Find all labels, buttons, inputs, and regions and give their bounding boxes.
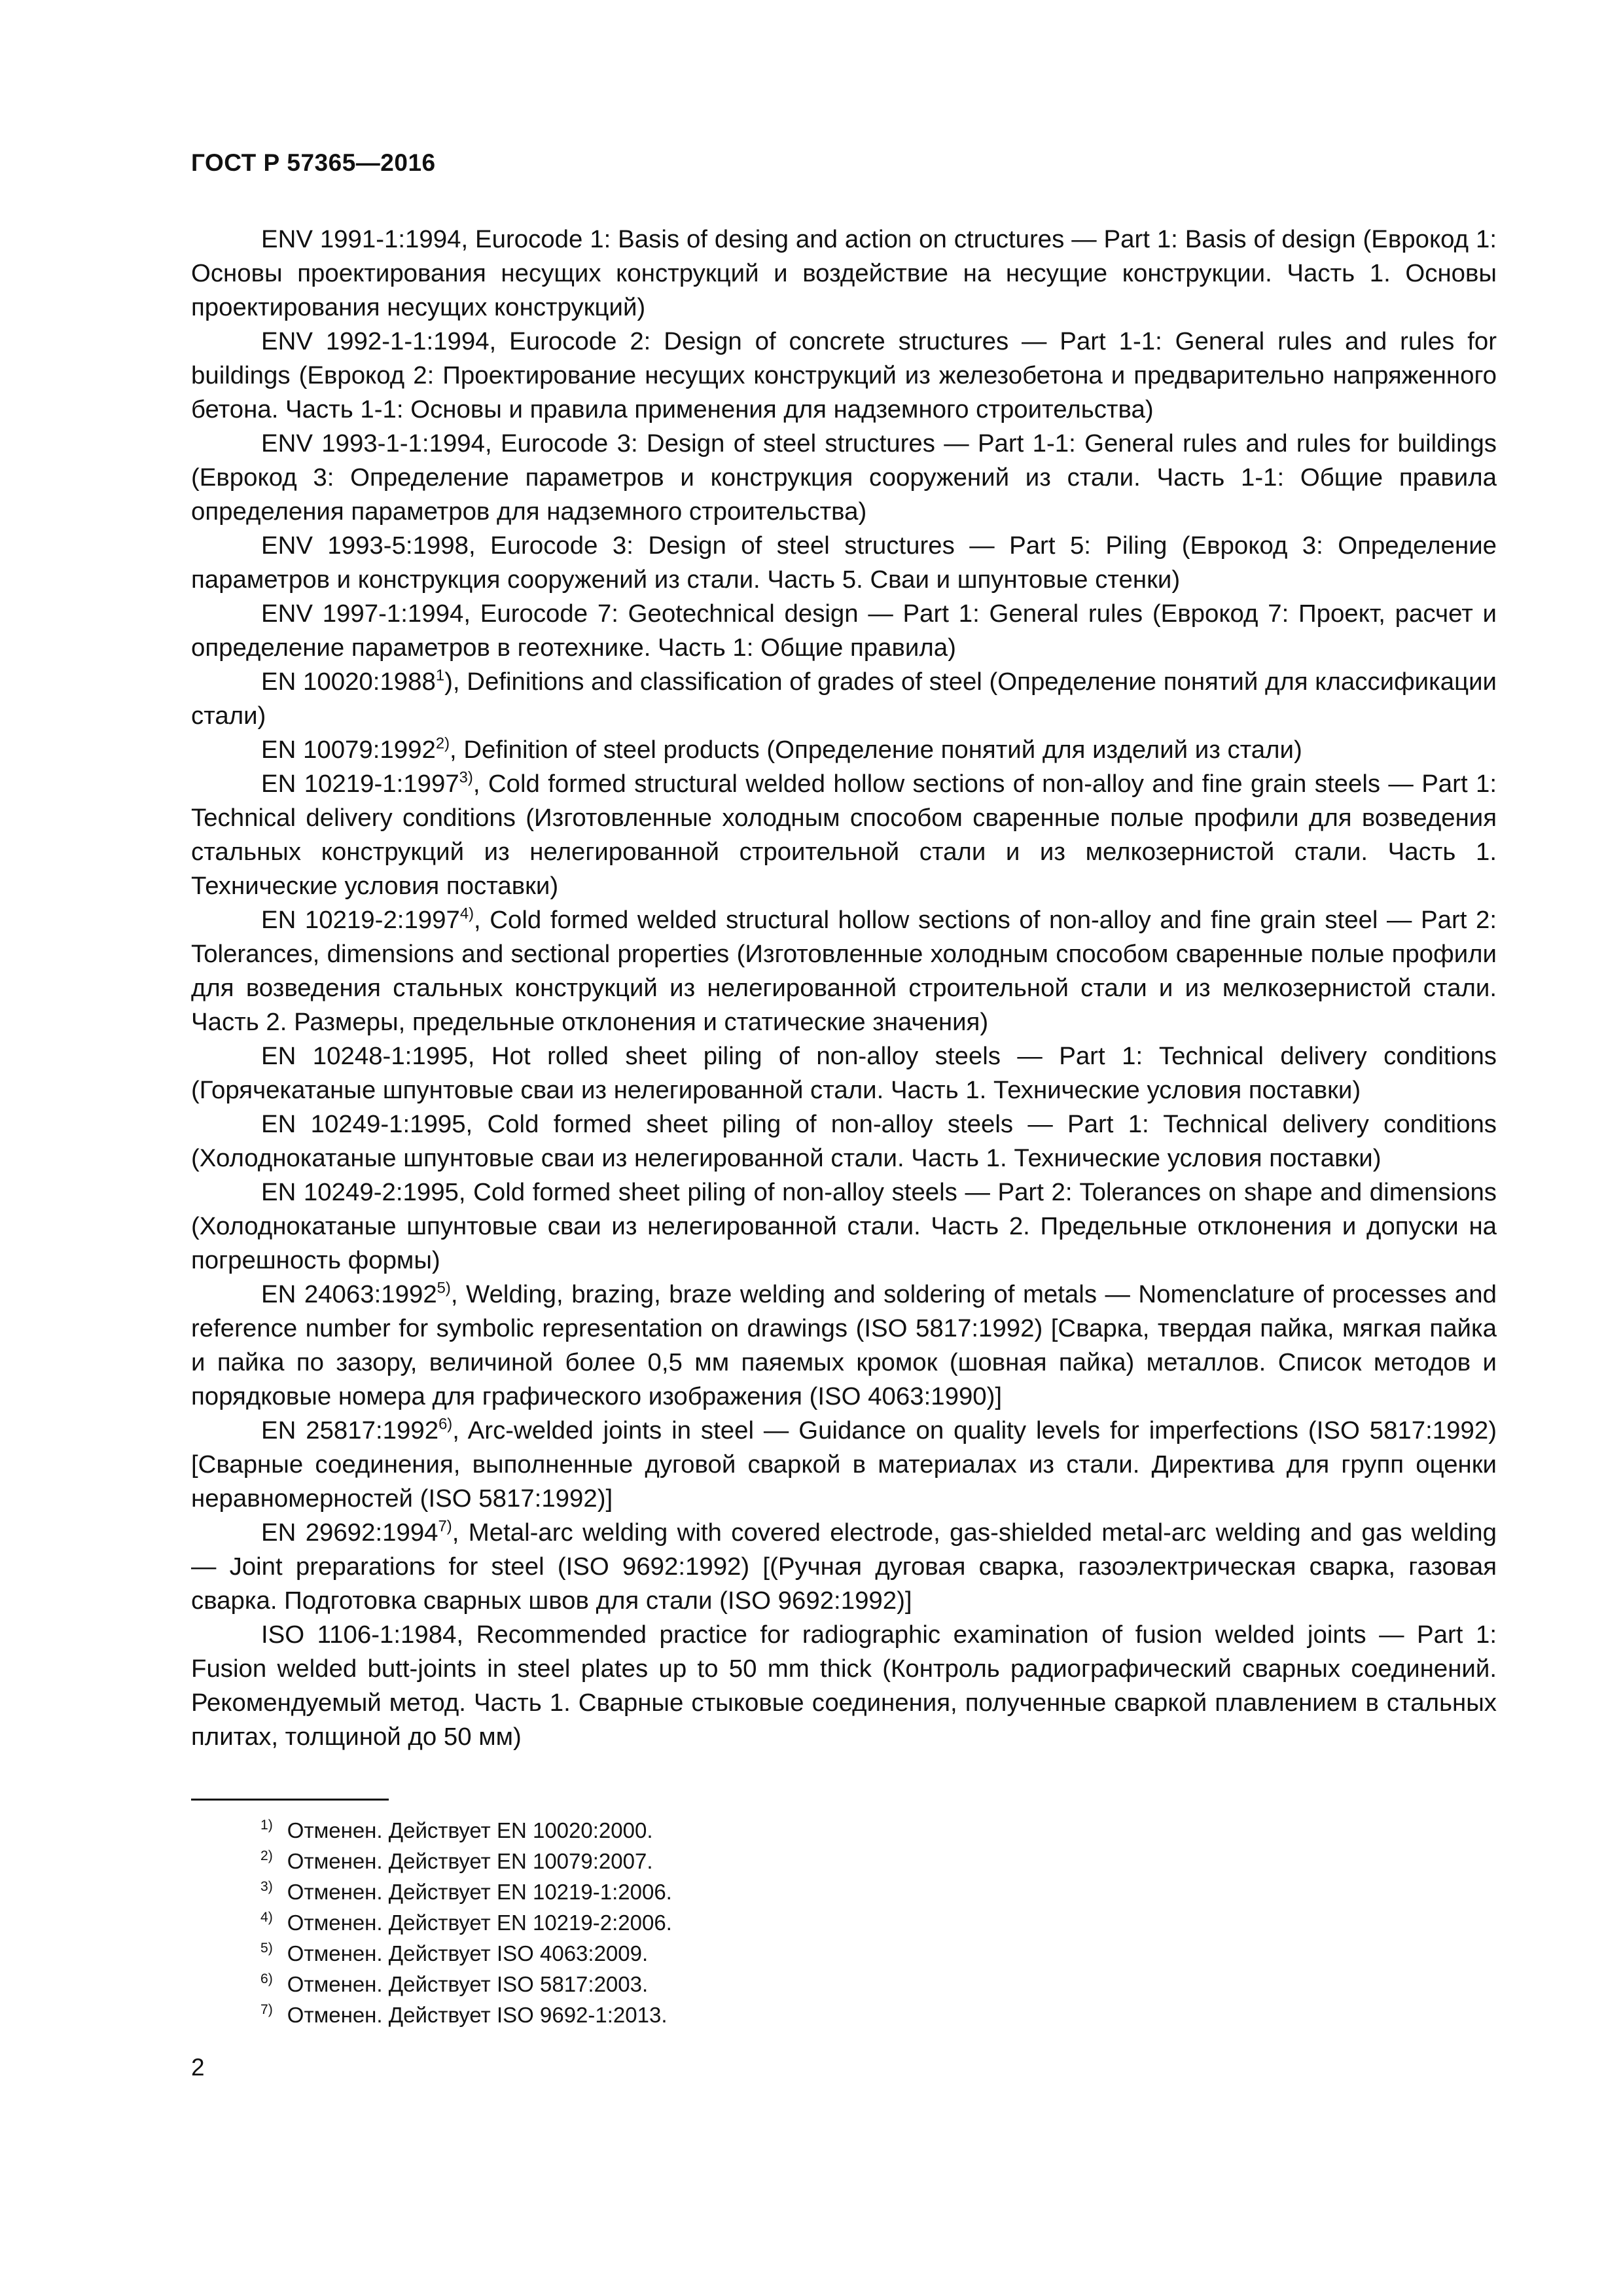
footnote-text: Отменен. Действует EN 10079:2007. bbox=[287, 1849, 653, 1873]
reference-title: , Cold formed structural welded hollow sections of non-alloy and fine grain steels — Part 1: Technical delivery conditions (Изготовленные холодным способом сваренные полые профили для возведения стальных конструкций из нелегированной строительной стали и из мелкозернистой стали. Часть 1. Технические условия поставки) bbox=[191, 770, 1497, 900]
reference-entry bbox=[191, 1516, 1497, 1618]
footnote-marker: 7) bbox=[260, 2001, 273, 2017]
footnote-marker: 7) bbox=[438, 1517, 452, 1535]
footnote bbox=[260, 1815, 672, 1846]
reference-entry bbox=[191, 1414, 1497, 1516]
reference-entry bbox=[191, 767, 1497, 903]
reference-entry bbox=[191, 733, 1497, 767]
reference-code: EN 29692:1994 bbox=[261, 1518, 438, 1547]
reference-code: EN 24063:1992 bbox=[261, 1280, 437, 1308]
reference-entry bbox=[191, 903, 1497, 1039]
footnote-marker: 3) bbox=[459, 768, 473, 787]
footnote-text: Отменен. Действует ISO 5817:2003. bbox=[287, 1972, 649, 1996]
footnote-marker: 5) bbox=[437, 1279, 451, 1297]
footnote-marker: 3) bbox=[260, 1878, 273, 1894]
reference-entry: ENV 1991-1:1994, Eurocode 1: Basis of desing and action on ctructures — Part 1: Basis of design (Еврокод 1: Основы проектирования несущих конструкций и воздействие на несущие конструкции. Часть 1. Основы проектирования несущих конструкций) bbox=[191, 225, 1497, 321]
footnote-marker: 4) bbox=[459, 905, 474, 923]
footnote-separator bbox=[191, 1799, 389, 1801]
footnote-marker: 1) bbox=[260, 1817, 273, 1833]
reference-title: , Definition of steel products (Определение понятий для изделий из стали) bbox=[450, 736, 1302, 764]
reference-entry: ISO 1106-1:1984, Recommended practice for radiographic examination of fusion welded joints — Part 1: Fusion welded butt-joints in steel plates up to 50 mm thick (Контроль радиографический сварных соединений. Рекомендуемый метод. Часть 1. Сварные стыковые соединения, полученные сваркой плавлением в стальных плитах, толщиной до 50 мм) bbox=[191, 1621, 1497, 1751]
reference-entry: ENV 1992-1-1:1994, Eurocode 2: Design of concrete structures — Part 1-1: General rules and rules for buildings (Еврокод 2: Проектирование несущих конструкций из железобетона и предварительно напряженного бетона. Часть 1-1: Основы и правила применения для надземного строительства) bbox=[191, 327, 1497, 423]
reference-code: EN 25817:1992 bbox=[261, 1416, 439, 1444]
footnote-text: Отменен. Действует ISO 9692-1:2013. bbox=[287, 2003, 668, 2027]
document-header: ГОСТ Р 57365—2016 bbox=[191, 149, 436, 176]
footnote bbox=[260, 1907, 672, 1938]
footnote-marker: 5) bbox=[260, 1940, 273, 1956]
reference-entry: ENV 1993-5:1998, Eurocode 3: Design of steel structures — Part 5: Piling (Еврокод 3: Определение параметров и конструкция сооружений из стали. Часть 5. Сваи и шпунтовые стенки) bbox=[191, 531, 1497, 594]
footnote-marker: 2) bbox=[435, 734, 450, 753]
reference-title: , Metal-arc welding with covered electrode, gas-shielded metal-arc welding and gas welding — Joint preparations for steel (ISO 9692:1992) [(Ручная дуговая сварка, газоэлектрическая сварка, газовая сварка. Подготовка сварных швов для стали (ISO 9692:1992)] bbox=[191, 1518, 1497, 1615]
reference-code: EN 10219-1:1997 bbox=[261, 770, 459, 798]
reference-title: , Welding, brazing, braze welding and soldering of metals — Nomenclature of processes and reference number for symbolic representation on drawings (ISO 5817:1992) [Сварка, твердая пайка, мягкая пайка и пайка по зазору, величиной более 0,5 мм паяемых кромок (шовная пайка) металлов. Список методов и порядковые номера для графического изображения (ISO 4063:1990)] bbox=[191, 1280, 1497, 1410]
normative-references bbox=[191, 223, 1497, 1754]
reference-entry: EN 10249-2:1995, Cold formed sheet piling of non-alloy steels — Part 2: Tolerances on shape and dimensions (Холоднокатаные шпунтовые сваи из нелегированной стали. Часть 2. Предельные отклонения и допуски на погрешность формы) bbox=[191, 1178, 1497, 1274]
footnotes bbox=[260, 1815, 672, 2030]
footnote bbox=[260, 1876, 672, 1907]
footnote bbox=[260, 1969, 672, 2000]
reference-entry: ENV 1993-1-1:1994, Eurocode 3: Design of steel structures — Part 1-1: General rules and rules for buildings (Еврокод 3: Определение параметров и конструкция сооружений из стали. Часть 1-1: Общие правила определения параметров для надземного строительства) bbox=[191, 429, 1497, 526]
footnote-text: Отменен. Действует EN 10020:2000. bbox=[287, 1818, 653, 1842]
footnote-marker: 1 bbox=[435, 666, 445, 685]
reference-entry bbox=[191, 665, 1497, 733]
reference-entry: EN 10248-1:1995, Hot rolled sheet piling of non-alloy steels — Part 1: Technical delivery conditions (Горячекатаные шпунтовые сваи из нелегированной стали. Часть 1. Технические условия поставки) bbox=[191, 1042, 1497, 1104]
reference-code: EN 10219-2:1997 bbox=[261, 906, 460, 934]
reference-code: EN 10079:1992 bbox=[261, 736, 436, 764]
footnote bbox=[260, 1938, 672, 1969]
reference-entry: EN 10249-1:1995, Cold formed sheet piling of non-alloy steels — Part 1: Technical delivery conditions (Холоднокатаные шпунтовые сваи из нелегированной стали. Часть 1. Технические условия поставки) bbox=[191, 1110, 1497, 1172]
reference-entry: ENV 1997-1:1994, Eurocode 7: Geotechnical design — Part 1: General rules (Еврокод 7: Проект, расчет и определение параметров в геотехнике. Часть 1: Общие правила) bbox=[191, 600, 1497, 662]
footnote-marker: 6) bbox=[260, 1971, 273, 1986]
footnote-text: Отменен. Действует EN 10219-2:2006. bbox=[287, 1910, 672, 1935]
footnote-text: Отменен. Действует ISO 4063:2009. bbox=[287, 1941, 649, 1965]
reference-entry bbox=[191, 1278, 1497, 1414]
footnote bbox=[260, 1846, 672, 1876]
reference-title: ), Definitions and classification of grades of steel (Определение понятий для классификации стали) bbox=[191, 668, 1497, 730]
footnote-marker: 4) bbox=[260, 1909, 273, 1925]
reference-code: EN 10020:1988 bbox=[261, 668, 436, 696]
footnote-marker: 6) bbox=[438, 1415, 453, 1433]
footnote bbox=[260, 2000, 672, 2030]
page-number: 2 bbox=[191, 2054, 205, 2081]
reference-title: , Cold formed welded structural hollow sections of non-alloy and fine grain steel — Part 2: Tolerances, dimensions and sectional properties (Изготовленные холодным способом сваренные полые профили для возведения стальных конструкций из нелегированной строительной стали и из мелкозернистой стали. Часть 2. Размеры, предельные отклонения и статические значения) bbox=[191, 906, 1497, 1036]
footnote-text: Отменен. Действует EN 10219-1:2006. bbox=[287, 1880, 672, 1904]
footnote-marker: 2) bbox=[260, 1848, 273, 1863]
reference-title: , Arc-welded joints in steel — Guidance on quality levels for imperfections (ISO 5817:1992) [Сварные соединения, выполненные дуговой сваркой в материалах из стали. Директива для групп оценки неравномерностей (ISO 5817:1992)] bbox=[191, 1416, 1497, 1513]
